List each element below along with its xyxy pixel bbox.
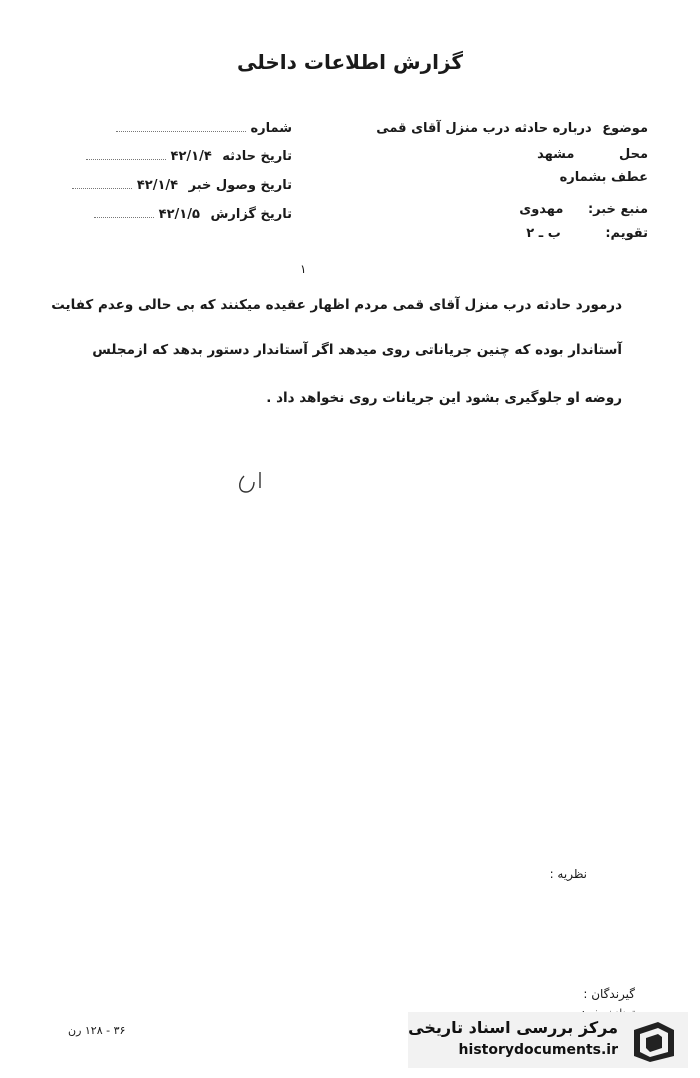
incident-date-value: ۴۲/۱/۴ bbox=[170, 149, 212, 164]
subject-label: موضوع bbox=[602, 121, 648, 136]
incident-date-field bbox=[86, 149, 292, 164]
subject-field bbox=[376, 121, 648, 136]
news-date-label: تاریخ وصول خبر bbox=[188, 178, 292, 193]
watermark-url: historydocuments.ir bbox=[458, 1042, 618, 1058]
report-date-label: تاریخ گزارش bbox=[210, 207, 292, 222]
opinion-label: نظریه : bbox=[549, 867, 587, 881]
incident-date-dots bbox=[86, 149, 166, 160]
source-label: منبع خبر: bbox=[587, 202, 648, 217]
place-field bbox=[537, 147, 648, 162]
source-field bbox=[519, 202, 648, 217]
subject-value: درباره حادثه درب منزل آقای قمی bbox=[376, 121, 592, 136]
body-line-2: آستاندار بوده که چنین جریاناتی روی میدهد اگر آستاندار دستور بدهد که ازمجلس bbox=[92, 342, 622, 358]
number-label: شماره bbox=[250, 121, 292, 136]
news-date-value: ۴۲/۱/۴ bbox=[136, 178, 179, 193]
watermark-title: مرکز بررسی اسناد تاریخی bbox=[408, 1018, 618, 1037]
number-dots bbox=[116, 121, 246, 132]
rating-label: تقویم: bbox=[605, 226, 648, 241]
page-number: ۱ bbox=[300, 262, 307, 276]
number-field bbox=[116, 121, 292, 136]
news-date-field bbox=[72, 178, 292, 193]
place-label: محل bbox=[618, 147, 648, 162]
news-date-dots bbox=[72, 178, 132, 189]
page-title: گزارش اطلاعات داخلی bbox=[236, 50, 464, 74]
incident-date-label: تاریخ حادثه bbox=[222, 149, 292, 164]
report-date-dots bbox=[94, 207, 154, 218]
archive-folder-logo-icon bbox=[628, 1016, 680, 1064]
recipients-label: گیرندگان : bbox=[583, 987, 635, 1001]
body-line-1: درمورد حادثه درب منزل آقای قمی مردم اظهار عقیده میکنند که بی حالی وعدم کفایت bbox=[51, 297, 622, 313]
source-value: مهدوی bbox=[519, 202, 564, 217]
body-line-3: روضه او جلوگیری بشود این جریانات روی نخواهد داد . bbox=[266, 390, 622, 406]
reference-field bbox=[560, 170, 648, 185]
report-date-value: ۴۲/۱/۵ bbox=[158, 207, 200, 222]
reference-label: عطف بشماره bbox=[559, 170, 648, 185]
report-date-field bbox=[94, 207, 292, 222]
form-code: ۳۶ - ۱۲۸ رن bbox=[68, 1024, 126, 1037]
signature-scribble-icon bbox=[232, 468, 272, 498]
rating-field bbox=[526, 226, 648, 241]
watermark bbox=[408, 1012, 688, 1068]
rating-value: ب ـ ۲ bbox=[526, 226, 561, 241]
place-value: مشهد bbox=[537, 147, 575, 162]
